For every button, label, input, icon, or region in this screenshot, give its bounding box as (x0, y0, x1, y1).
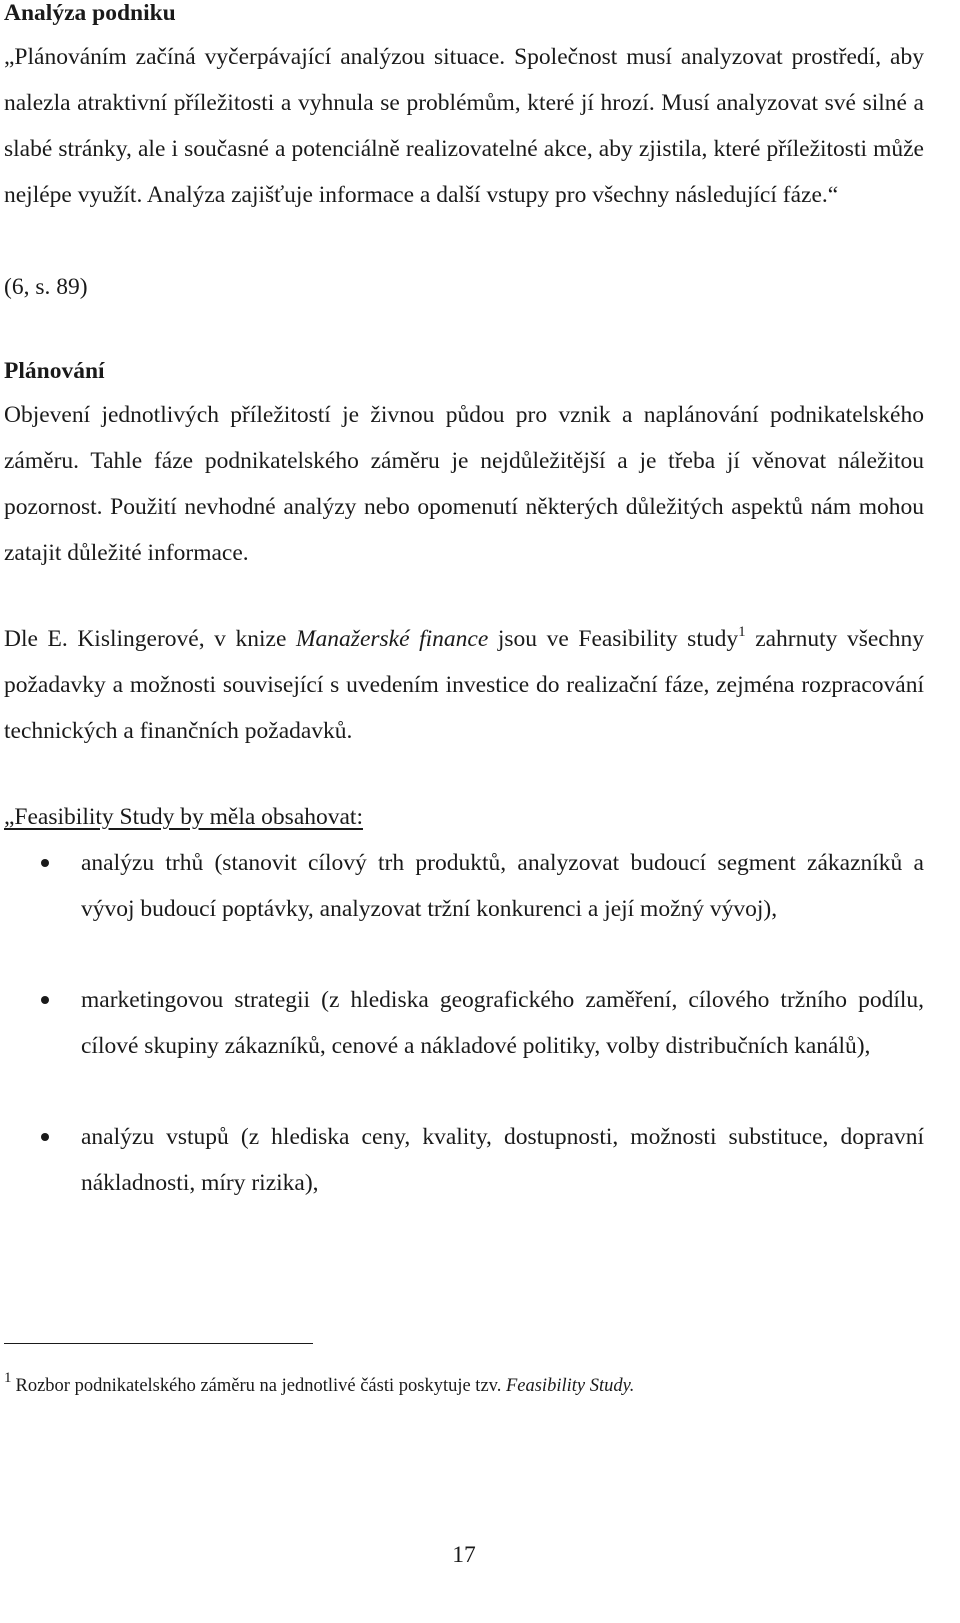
book-title: Manažerské finance (295, 626, 489, 652)
bullet-icon (41, 996, 49, 1004)
list-item-text: analýzu trhů (stanovit cílový trh produktů, analyzovat budoucí segment zákazníků a vývoj budoucí poptávky, analyzovat tržní konkurenci a její možný vývoj), (81, 850, 924, 922)
footnote (4, 1372, 924, 1400)
footnote-number: 1 (4, 1370, 12, 1386)
footnote-divider (4, 1343, 313, 1344)
page-number: 17 (452, 1542, 476, 1568)
kislingerova-text-after: zahrnuty všechny požadavky a možnosti související s uvedením investice do realizační fáze, zejména rozpracování technických a finančních požadavků. (4, 626, 924, 744)
footnote-text: Rozbor podnikatelského záměru na jednotlivé části poskytuje tzv. (15, 1376, 506, 1396)
bullet-icon (41, 1133, 49, 1141)
kislingerova-text-middle: jsou ve Feasibility study (488, 626, 739, 652)
kislingerova-text-before: Dle E. Kislingerové, v knize (4, 626, 296, 652)
feasibility-list (0, 840, 924, 1251)
footnote-italic: Feasibility Study. (505, 1376, 635, 1396)
footnote-reference: 1 (738, 624, 746, 640)
list-item (0, 1114, 924, 1206)
list-item-text: marketingovou strategii (z hlediska geografického zaměření, cílového tržního podílu, cílové skupiny zákazníků, cenové a nákladové politiky, volby distribučních kanálů), (81, 987, 924, 1059)
list-item-text: analýzu vstupů (z hlediska ceny, kvality, dostupnosti, možnosti substituce, dopravní nákladnosti, míry rizika), (81, 1124, 924, 1196)
planovani-paragraph: Objevení jednotlivých příležitostí je živnou půdou pro vznik a naplánování podnikatelského záměru. Tahle fáze podnikatelského záměru je nejdůležitější a je třeba jí věnovat náležitou pozornost. Použití nevhodné analýzy nebo opomenutí některých důležitých aspektů nám mohou zatajit důležité informace. (4, 402, 924, 566)
kislingerova-paragraph (4, 616, 924, 754)
list-item (0, 840, 924, 932)
section-heading-planovani: Plánování (4, 358, 105, 384)
feasibility-intro: „Feasibility Study by měla obsahovat: (4, 804, 363, 830)
section-heading-analyza-podniku: Analýza podniku (4, 0, 176, 26)
list-item (0, 977, 924, 1069)
quote-paragraph: „Plánováním začíná vyčerpávající analýzou situace. Společnost musí analyzovat prostředí, aby nalezla atraktivní příležitosti a vyhnula se problémům, které jí hrozí. Musí analyzovat své silné a slabé stránky, ale i současné a potenciálně realizovatelné akce, aby zjistila, které příležitosti může nejlépe využít. Analýza zajišťuje informace a další vstupy pro všechny následující fáze.“ (4, 44, 924, 208)
bullet-icon (41, 859, 49, 867)
citation: (6, s. 89) (4, 274, 88, 300)
